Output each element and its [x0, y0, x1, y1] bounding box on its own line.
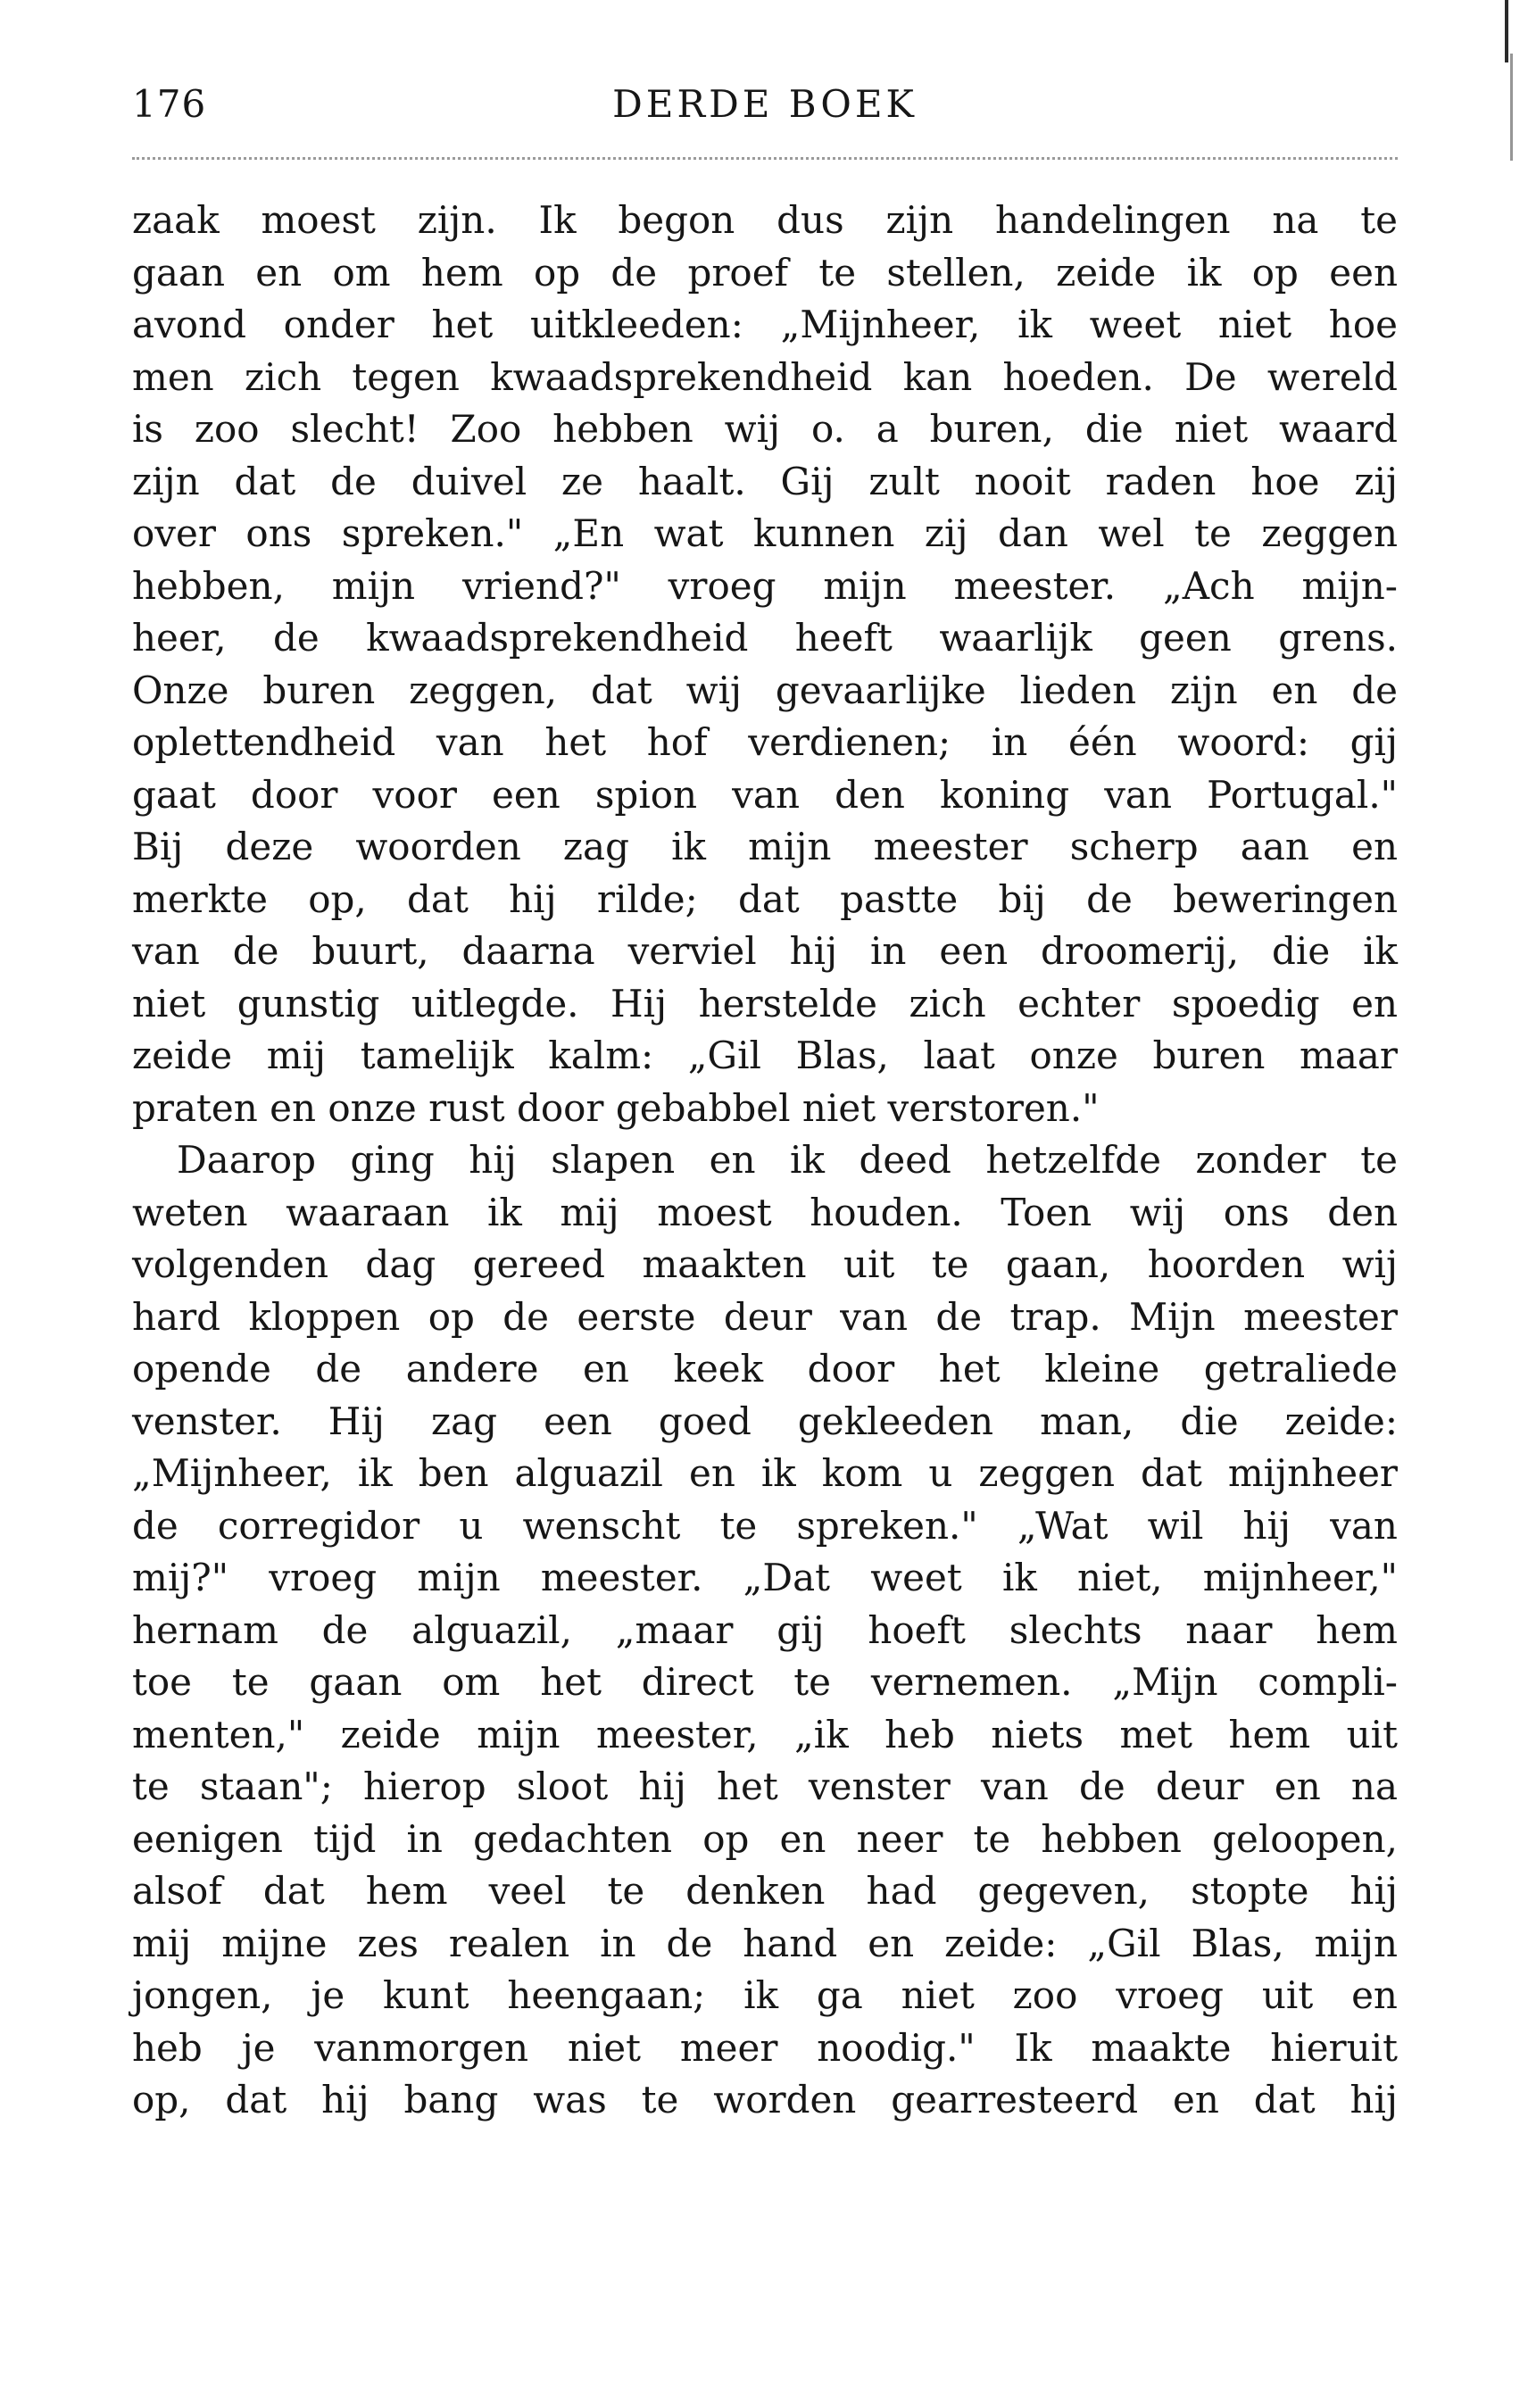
text-line: merkte op, dat hij rilde; dat pastte bij de beweringen — [132, 876, 1398, 921]
text-line: heer, de kwaadsprekendheid heeft waarlijk geen grens. — [132, 616, 1398, 660]
text-line: alsof dat hem veel te denken had gegeven, stopte hij — [132, 1869, 1398, 1913]
text-line: mij?" vroeg mijn meester. „Dat weet ik niet, mijnheer," — [132, 1556, 1398, 1599]
text-line: venster. Hij zag een goed gekleeden man, die zeide: — [132, 1399, 1398, 1443]
text-line: Bij deze woorden zag ik mijn meester scherp aan en — [132, 825, 1398, 868]
body-text — [132, 195, 1398, 2127]
text-line: op, dat hij bang was te worden gearresteerd en dat hij — [132, 2078, 1398, 2122]
text-line: over ons spreken." „En wat kunnen zij dan wel te zeggen — [132, 511, 1398, 555]
text-line: de corregidor u wenscht te spreken." „Wat wil hij van — [132, 1503, 1398, 1548]
text-line: hernam de alguazil, „maar gij hoeft slechts naar hem — [132, 1607, 1398, 1652]
text-line: zaak moest zijn. Ik begon dus zijn handelingen na te — [132, 198, 1398, 242]
text-line: te staan"; hierop sloot hij het venster van de deur en na — [132, 1764, 1398, 1808]
text-line: gaat door voor een spion van den koning van Portugal." — [132, 772, 1398, 817]
text-line: eenigen tijd in gedachten op en neer te hebben geloopen, — [132, 1816, 1398, 1861]
text-line: gaan en om hem op de proef te stellen, zeide ik op een — [132, 250, 1398, 295]
text-line: menten," zeide mijn meester, „ik heb niets met hem uit — [132, 1712, 1398, 1756]
text-line: van de buurt, daarna verviel hij in een droomerij, die ik — [132, 929, 1398, 973]
text-line: niet gunstig uitlegde. Hij herstelde zich echter spoedig en — [132, 981, 1398, 1025]
text-line: men zich tegen kwaadsprekendheid kan hoeden. De wereld — [132, 354, 1398, 399]
text-line: hebben, mijn vriend?" vroeg mijn meester. „Ach mijn- — [132, 563, 1398, 608]
text-line: is zoo slecht! Zoo hebben wij o. a buren, die niet waard — [132, 407, 1398, 451]
text-line: toe te gaan om het direct te vernemen. „Mijn compli- — [132, 1660, 1398, 1704]
text-line: avond onder het uitkleeden: „Mijnheer, ik weet niet hoe — [132, 303, 1398, 346]
scan-edge-mark — [1505, 0, 1508, 62]
text-line: praten en onze rust door gebabbel niet verstoren." — [132, 1085, 1100, 1130]
text-line: opende de andere en keek door het kleine getraliede — [132, 1347, 1398, 1391]
text-line: hard kloppen op de eerste deur van de trap. Mijn meester — [132, 1294, 1398, 1339]
text-line: heb je vanmorgen niet meer noodig." Ik maakte hieruit — [132, 2025, 1398, 2070]
page-header — [132, 82, 1398, 145]
text-line: jongen, je kunt heengaan; ik ga niet zoo vroeg uit en — [132, 1973, 1398, 2017]
scan-edge-mark — [1510, 54, 1513, 161]
text-line: mij mijne zes realen in de hand en zeide: „Gil Blas, mijn — [132, 1921, 1398, 1965]
text-line: volgenden dag gereed maakten uit te gaan, hoorden wij — [132, 1242, 1398, 1286]
running-title: DERDE BOEK — [612, 82, 918, 126]
text-line: Onze buren zeggen, dat wij gevaarlijke lieden zijn en de — [132, 668, 1398, 712]
text-line: „Mijnheer, ik ben alguazil en ik kom u zeggen dat mijnheer — [132, 1451, 1398, 1495]
text-line: zijn dat de duivel ze haalt. Gij zult nooit raden hoe zij — [132, 459, 1398, 503]
header-divider — [132, 157, 1398, 160]
text-line: zeide mij tamelijk kalm: „Gil Blas, laat onze buren maar — [132, 1034, 1398, 1077]
text-line: weten waaraan ik mij moest houden. Toen wij ons den — [132, 1190, 1398, 1234]
page-number: 176 — [132, 82, 207, 126]
text-line: Daarop ging hij slapen en ik deed hetzelfde zonder te — [177, 1138, 1398, 1182]
text-line: oplettendheid van het hof verdienen; in één woord: gij — [132, 720, 1398, 764]
